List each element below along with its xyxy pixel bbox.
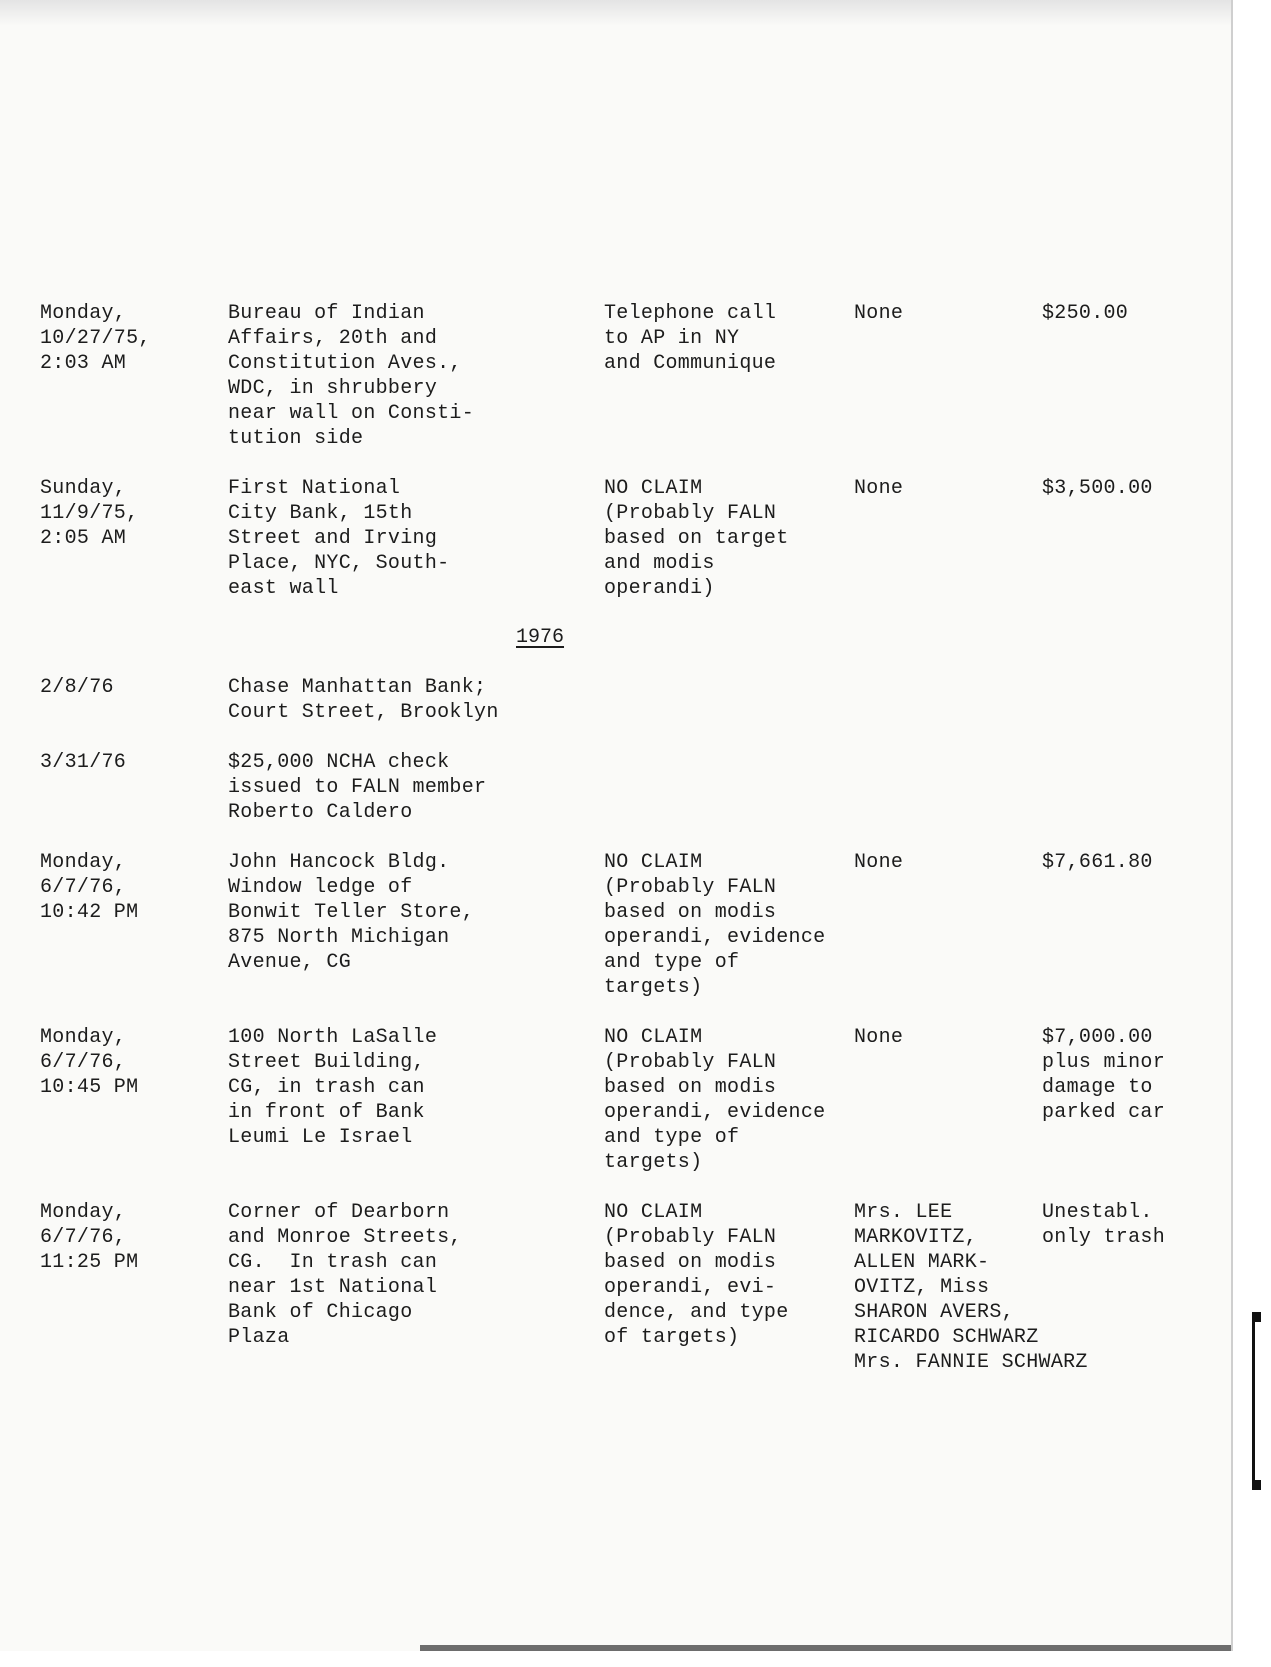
incident-damage: $7,661.80 — [1042, 851, 1153, 874]
incident-date: 2/8/76 — [40, 676, 114, 699]
incident-date: 3/31/76 — [40, 751, 127, 774]
incident-date: Monday, 10/27/75, 2:03 AM — [40, 302, 151, 375]
incident-damage: $7,000.00 plus minor damage to parked car — [1042, 1026, 1166, 1124]
incident-location: Chase Manhattan Bank; Court Street, Brooklyn — [228, 676, 499, 724]
incident-date: Monday, 6/7/76, 10:45 PM — [40, 1026, 139, 1099]
incident-date: Monday, 6/7/76, 10:42 PM — [40, 851, 139, 924]
incident-damage: $250.00 — [1042, 302, 1129, 325]
incident-claim: NO CLAIM (Probably FALN based on modis operandi, evi- dence, and type of targets) — [604, 1201, 789, 1349]
incident-location: Corner of Dearborn and Monroe Streets, CG. In trash can near 1st National Bank of Chicago Plaza — [228, 1201, 462, 1349]
incident-damage: $3,500.00 — [1042, 477, 1153, 500]
incident-claim: NO CLAIM (Probably FALN based on target and modis operandi) — [604, 477, 789, 600]
scan-top-shadow — [0, 0, 1231, 26]
incident-claim: Telephone call to AP in NY and Communique — [604, 302, 777, 375]
incident-location: John Hancock Bldg. Window ledge of Bonwit Teller Store, 875 North Michigan Avenue, CG — [228, 851, 475, 974]
incident-injuries: None — [854, 477, 904, 500]
incident-claim: NO CLAIM (Probably FALN based on modis operandi, evidence and type of targets) — [604, 1026, 826, 1174]
incident-location: First National City Bank, 15th Street and Irving Place, NYC, South- east wall — [228, 477, 450, 600]
incident-date: Sunday, 11/9/75, 2:05 AM — [40, 477, 139, 550]
incident-location: Bureau of Indian Affairs, 20th and Constitution Aves., WDC, in shrubbery near wall on Consti- tution side — [228, 302, 475, 450]
scan-bottom-edge — [420, 1645, 1231, 1651]
incident-location: 100 North LaSalle Street Building, CG, in trash can in front of Bank Leumi Le Israel — [228, 1026, 438, 1149]
incident-injuries: None — [854, 1026, 904, 1049]
incident-date: Monday, 6/7/76, 11:25 PM — [40, 1201, 139, 1274]
year-heading: 1976 — [516, 626, 565, 649]
incident-claim: NO CLAIM (Probably FALN based on modis operandi, evidence and type of targets) — [604, 851, 826, 999]
incident-injuries: None — [854, 302, 904, 325]
margin-bracket — [1252, 1312, 1261, 1490]
incident-injuries: None — [854, 851, 904, 874]
incident-damage: Unestabl. only trash — [1042, 1201, 1166, 1249]
incident-injuries: Mrs. LEE MARKOVITZ, ALLEN MARK- OVITZ, Miss SHARON AVERS, RICARDO SCHWARZ Mrs. FANNIE SCHWARZ — [854, 1201, 1088, 1374]
incident-location: $25,000 NCHA check issued to FALN member Roberto Caldero — [228, 751, 487, 824]
